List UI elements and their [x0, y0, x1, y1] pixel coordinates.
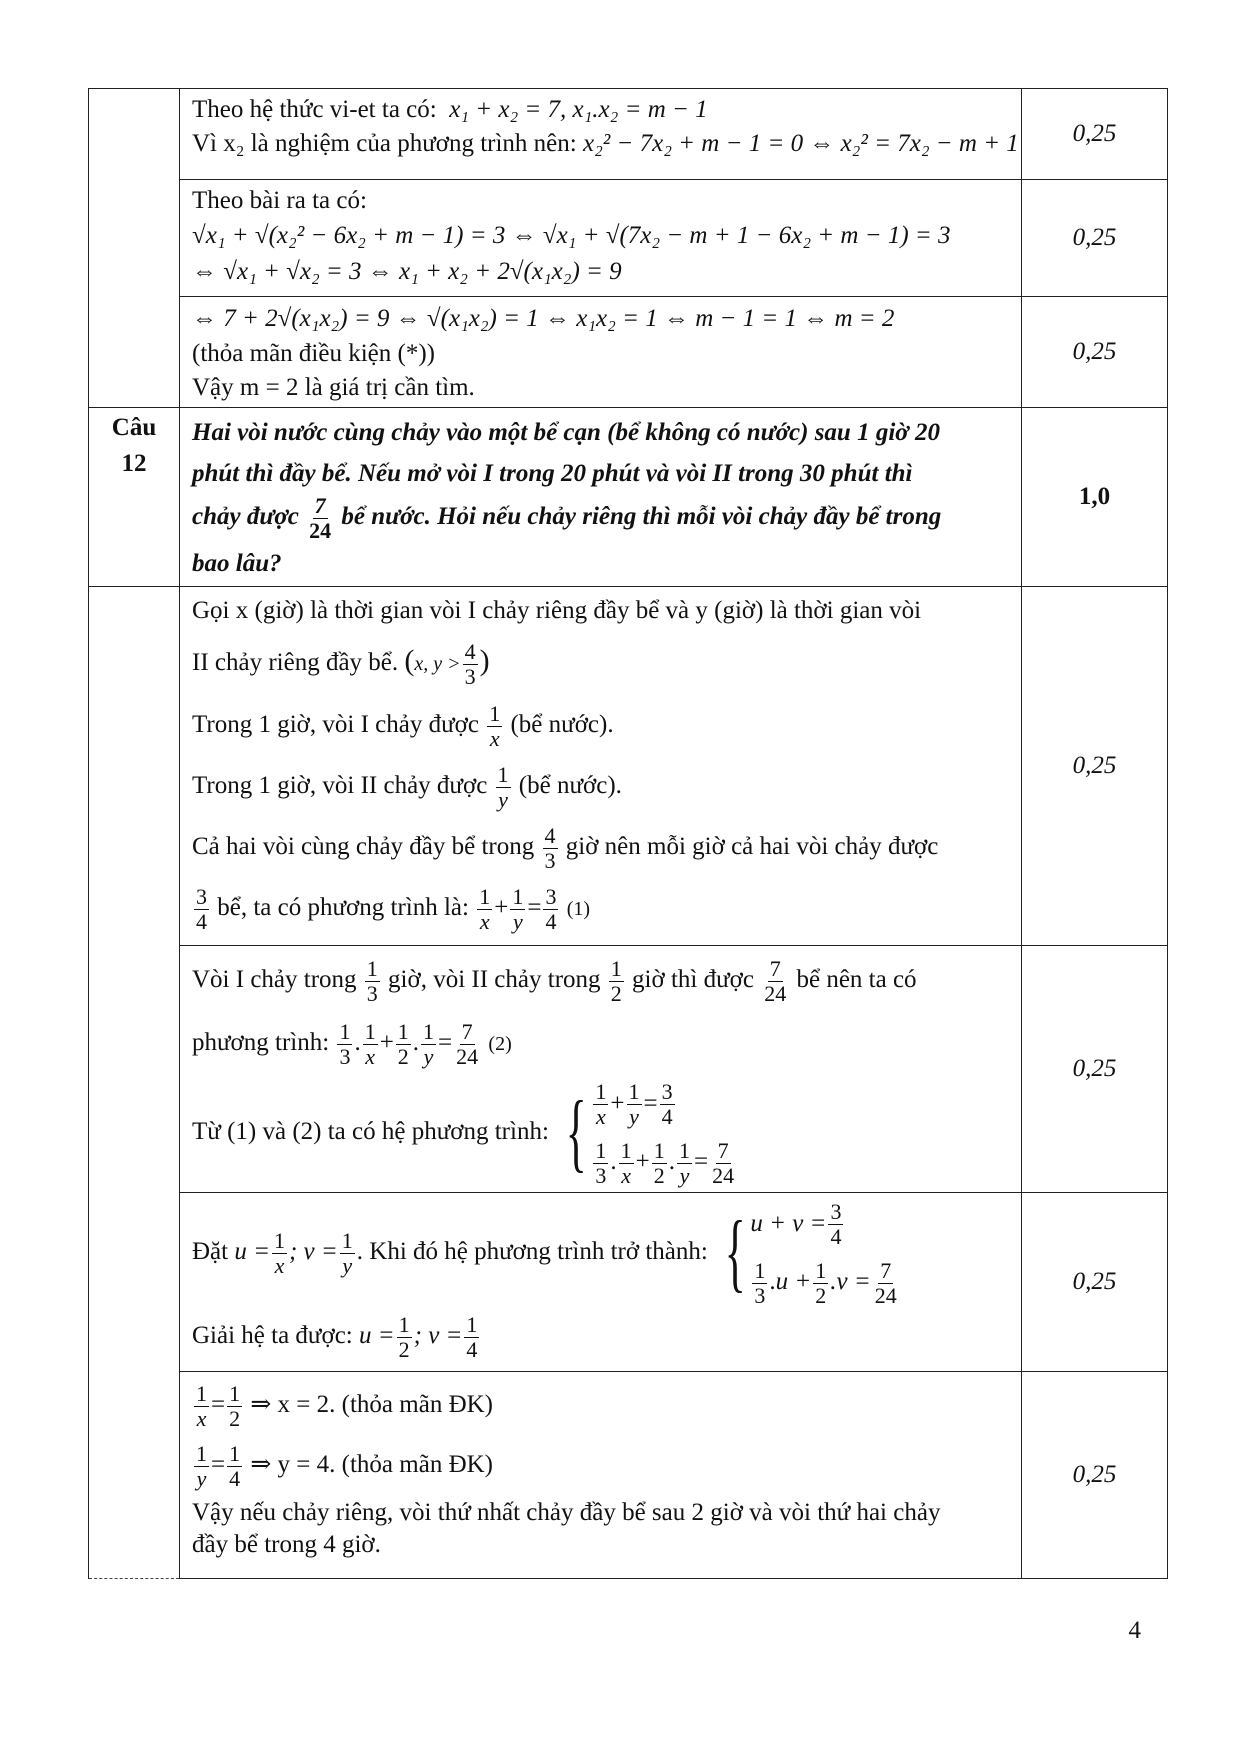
- equation-system: { $\frac{1}{x}$ + $\frac{1}{y}$ = $\frac{3}{4}$ $\frac{1}{3}$ . $\frac{1}{x}$ + $\frac{1}{2}$ . $\frac{1}{y}$ = $\frac{7}{24}$: [565, 1079, 735, 1189]
- fraction-denominator: y: [629, 1104, 639, 1130]
- solution-row-substitution-uv: [89, 1193, 1168, 1372]
- score-cell: [1022, 297, 1168, 408]
- row-text: Đặt: [192, 1238, 229, 1265]
- fraction-denominator: 24: [764, 980, 787, 1006]
- fraction-denominator: 4: [229, 1465, 241, 1491]
- fraction-denominator: 24: [309, 518, 332, 543]
- fraction-numerator: 1: [497, 761, 509, 787]
- fraction-numerator: 3: [196, 883, 207, 909]
- solution-row-system: [89, 946, 1168, 1193]
- score-cell: [1022, 89, 1168, 180]
- fraction: [619, 1139, 634, 1188]
- score-value: 0,25: [1072, 1055, 1117, 1082]
- fraction: [307, 494, 333, 543]
- fraction-numerator: 4: [544, 822, 556, 848]
- fraction-numerator: 7: [717, 1138, 729, 1164]
- fraction: [593, 1139, 608, 1188]
- equation-tag: (1): [566, 898, 591, 920]
- row-text: giờ nên mỗi giờ cả hai vòi chảy được: [565, 833, 939, 860]
- fraction: [454, 1020, 480, 1069]
- fraction: [543, 824, 558, 873]
- fraction-numerator: 1: [364, 1018, 376, 1044]
- fraction: [593, 1080, 608, 1129]
- solution-cell: [180, 1193, 1022, 1372]
- fraction: [337, 1020, 352, 1069]
- fraction-denominator: y: [498, 786, 508, 812]
- fraction-denominator: 2: [610, 980, 622, 1006]
- row-text: giờ thì được: [632, 966, 754, 993]
- fraction: [477, 885, 492, 934]
- question-text: chảy được: [192, 503, 299, 531]
- solution-row-conclusion-m: [89, 297, 1168, 408]
- fraction-numerator: 1: [653, 1138, 665, 1164]
- fraction: [652, 1139, 667, 1188]
- row-text: Từ (1) và (2) ta có hệ phương trình:: [192, 1118, 549, 1145]
- fraction: [272, 1229, 287, 1278]
- fraction-numerator: 1: [595, 1079, 607, 1105]
- score-value: 0,25: [1072, 338, 1117, 365]
- fraction-denominator: 24: [712, 1163, 735, 1189]
- fraction: [340, 1229, 355, 1278]
- fraction: [660, 1080, 675, 1129]
- fraction-numerator: 1: [628, 1079, 640, 1105]
- fraction-denominator: 4: [466, 1336, 478, 1362]
- page-number: 4: [1128, 1617, 1141, 1644]
- fraction-numerator: 3: [545, 883, 557, 909]
- math-expression: .v =: [830, 1268, 871, 1296]
- row-text: Vì x₂ là nghiệm của phương trình nên:: [192, 130, 577, 157]
- fraction-numerator: 1: [815, 1258, 827, 1284]
- math-expression: u + v =: [750, 1209, 827, 1237]
- fraction-denominator: 4: [661, 1104, 673, 1130]
- fraction: [365, 957, 380, 1006]
- fraction-numerator: 7: [769, 955, 781, 981]
- fraction: [762, 957, 788, 1006]
- fraction-numerator: 1: [466, 1311, 478, 1337]
- fraction-denominator: 3: [544, 847, 556, 873]
- fraction: [543, 885, 558, 934]
- math-expression: x₂² − 7x₂ + m − 1 = 0 ⇔ x₂² = 7x₂ − m + 1: [582, 130, 1019, 157]
- score-value: 0,25: [1072, 752, 1117, 779]
- fraction: [677, 1139, 692, 1188]
- row-text: bể nên ta có: [796, 966, 917, 993]
- fraction: [609, 957, 624, 1006]
- brace-icon: {: [724, 1204, 746, 1302]
- fraction: [496, 763, 511, 812]
- row-text: giờ, vòi II chảy trong: [388, 966, 601, 993]
- fraction-numerator: 1: [229, 1380, 241, 1406]
- row-text: ⇒ x = 2. (thỏa mãn ĐK): [250, 1391, 493, 1418]
- fraction-numerator: 1: [679, 1138, 690, 1164]
- fraction-numerator: 7: [880, 1258, 892, 1284]
- question-number-cell-empty: [89, 89, 180, 408]
- fraction: [510, 885, 525, 934]
- score-cell: [1022, 587, 1168, 946]
- row-text: bể, ta có phương trình là:: [217, 894, 469, 921]
- solution-cell: [180, 180, 1022, 297]
- score-cell: [1022, 180, 1168, 297]
- question-number: 12: [121, 450, 147, 477]
- fraction-numerator: 1: [273, 1227, 285, 1253]
- fraction: [396, 1020, 411, 1069]
- row-text: Vòi I chảy trong: [192, 966, 357, 993]
- math-expression: ; v =: [288, 1238, 338, 1265]
- fraction: [813, 1259, 828, 1308]
- row-text: Gọi x (giờ) là thời gian vòi I chảy riêng đầy bể và y (giờ) là thời gian vòi: [192, 597, 922, 624]
- fraction-denominator: 2: [398, 1336, 410, 1362]
- row-text: ⇒ y = 4. (thỏa mãn ĐK): [250, 1451, 493, 1478]
- score-cell: [1022, 1193, 1168, 1372]
- score-cell: [1022, 408, 1168, 587]
- row-text: Trong 1 giờ, vòi II chảy được: [192, 772, 488, 799]
- answer-key-page: [88, 88, 1168, 1579]
- fraction-numerator: 3: [661, 1079, 673, 1105]
- fraction-numerator: 1: [366, 955, 378, 981]
- fraction-denominator: 4: [545, 908, 557, 934]
- solution-cell: $\frac{1}{x}$ = $\frac{1}{2}$ ⇒ x = 2. (thỏa mãn ĐK) $\frac{1}{y}$ = $\frac{1}{4}$ ⇒ y = 4. (thỏa mãn ĐK) Vậy nếu chảy riêng, vòi thứ nhất chảy đầy bể sau 2 giờ và vòi thứ hai chảy đầy bể trong 4 giờ.: [180, 1372, 1022, 1579]
- solution-row-substitution: [89, 180, 1168, 297]
- math-expression: x₁ + x₂ = 7, x₁.x₂ = m − 1: [449, 96, 708, 123]
- fraction-numerator: 1: [196, 1380, 207, 1406]
- row-text: Theo bài ra ta có:: [192, 187, 367, 214]
- score-value: 0,25: [1072, 1268, 1117, 1295]
- fraction-numerator: 7: [461, 1018, 473, 1044]
- fraction: [397, 1313, 412, 1362]
- fraction-denominator: 4: [830, 1224, 842, 1250]
- fraction-numerator: 1: [229, 1440, 241, 1466]
- row-text: (thỏa mãn điều kiện (*)): [192, 340, 435, 367]
- row-text: Theo hệ thức vi-et ta có:: [192, 96, 437, 123]
- fraction-numerator: 1: [196, 1440, 207, 1466]
- fraction-numerator: 1: [398, 1311, 410, 1337]
- fraction: [627, 1080, 642, 1129]
- row-text: Cả hai vòi cùng chảy đầy bể trong: [192, 833, 535, 860]
- fraction-denominator: 2: [229, 1405, 241, 1431]
- math-expression: ⇔ 7 + 2√(x₁x₂) = 9 ⇔ √(x₁x₂) = 1 ⇔ x₁x₂ = 1 ⇔ m − 1 = 1 ⇔ m = 2: [192, 305, 895, 332]
- fraction-numerator: 1: [610, 955, 622, 981]
- math-expression: u +: [775, 1268, 812, 1296]
- fraction-numerator: 1: [620, 1138, 632, 1164]
- fraction-denominator: 24: [874, 1283, 897, 1309]
- fraction: [194, 1382, 209, 1431]
- fraction-denominator: x: [274, 1252, 285, 1278]
- fraction: [752, 1259, 767, 1308]
- fraction-denominator: 24: [456, 1043, 479, 1069]
- row-text: . Khi đó hệ phương trình trở thành:: [356, 1238, 708, 1265]
- math-expression: ⇔ √x₁ + √x₂ = 3 ⇔ x₁ + x₂ + 2√(x₁x₂) = 9: [192, 258, 622, 285]
- fraction: [227, 1382, 242, 1431]
- solution-table: [88, 88, 1168, 1579]
- row-text: (bể nước).: [518, 772, 622, 799]
- fraction-numerator: 1: [595, 1138, 607, 1164]
- question-cell: [180, 408, 1022, 587]
- fraction: [421, 1020, 436, 1069]
- score-value: 1,0: [1078, 483, 1111, 510]
- question-text: phút thì đầy bể. Nếu mở vòi I trong 20 phút và vòi II trong 30 phút thì: [192, 460, 913, 487]
- question-row: [89, 408, 1168, 587]
- score-value: 0,25: [1072, 224, 1117, 251]
- fraction: [194, 885, 209, 934]
- fraction: [710, 1139, 736, 1188]
- fraction-numerator: 1: [397, 1018, 409, 1044]
- row-text: phương trình:: [192, 1029, 330, 1056]
- fraction-denominator: 2: [397, 1043, 409, 1069]
- fraction: [487, 702, 502, 751]
- fraction: [463, 640, 478, 689]
- question-number-cell-empty: [89, 587, 180, 1579]
- fraction-numerator: 4: [464, 638, 476, 664]
- solution-cell: [180, 297, 1022, 408]
- question-text: Hai vòi nước cùng chảy vào một bể cạn (bể không có nước) sau 1 giờ 20: [192, 419, 940, 446]
- score-cell: [1022, 946, 1168, 1193]
- fraction-denominator: 3: [754, 1283, 766, 1309]
- equation-system: { u + v = $\frac{3}{4}$ $\frac{1}{3}$ .u + $\frac{1}{2}$ .v = $\frac{7}{24}$: [724, 1199, 897, 1309]
- fraction-denominator: 4: [196, 908, 207, 934]
- solution-cell: Gọi x (giờ) là thời gian vòi I chảy riêng đầy bể và y (giờ) là thời gian vòi II chảy riêng đầy bể. (x, y > $\frac{4}{3}$ ) Trong 1 giờ, vòi I chảy được $\frac{1}{x}$ (bể nước). Trong 1 giờ, vòi II chảy được $\frac{1}{y}$ (bể nước). Cả hai vòi cùng chảy đầy bể trong $\frac{4}{3}$ giờ nên mỗi giờ cả hai vòi chảy được $\frac{3}{4}$ bể, ta có phương trình là: $\frac{1}{x}$ + $\frac{1}{y}$ = $\frac{3}{4}$ (1): [180, 587, 1022, 946]
- math-expression: u =: [359, 1322, 395, 1350]
- fraction: [194, 1442, 209, 1491]
- fraction-numerator: 1: [339, 1018, 351, 1044]
- score-cell: [1022, 1372, 1168, 1579]
- row-text: Vậy m = 2 là giá trị cần tìm.: [192, 374, 475, 401]
- row-text: Giải hệ ta được:: [192, 1322, 353, 1350]
- question-text: bể nước. Hỏi nếu chảy riêng thì mỗi vòi chảy đầy bể trong: [341, 503, 942, 531]
- row-text: Trong 1 giờ, vòi I chảy được: [192, 711, 479, 738]
- row-text: (bể nước).: [510, 711, 614, 738]
- fraction: [464, 1313, 479, 1362]
- fraction-denominator: 3: [339, 1043, 351, 1069]
- math-expression: √x₁ + √(x₂² − 6x₂ + m − 1) = 3 ⇔ √x₁ + √(7x₂ − m + 1 − 6x₂ + m − 1) = 3: [192, 222, 951, 249]
- fraction-denominator: x: [621, 1163, 632, 1189]
- fraction-numerator: 1: [479, 883, 491, 909]
- fraction-numerator: 1: [512, 883, 524, 909]
- fraction-numerator: 7: [314, 493, 326, 518]
- equation-tag: (2): [488, 1033, 512, 1055]
- fraction-denominator: x: [365, 1043, 376, 1069]
- fraction-denominator: x: [479, 908, 490, 934]
- fraction: [828, 1200, 843, 1249]
- row-text: Vậy nếu chảy riêng, vòi thứ nhất chảy đầy bể sau 2 giờ và vòi thứ hai chảy: [192, 1499, 941, 1526]
- solution-row-setup: [89, 587, 1168, 946]
- fraction-denominator: 3: [366, 980, 378, 1006]
- fraction-denominator: 3: [464, 663, 476, 689]
- fraction-denominator: y: [423, 1043, 434, 1069]
- fraction-numerator: 1: [423, 1018, 435, 1044]
- fraction-numerator: 1: [489, 700, 501, 726]
- math-expression: u =: [234, 1238, 270, 1265]
- condition: x, y >: [414, 653, 461, 675]
- fraction-numerator: 3: [830, 1199, 842, 1225]
- fraction-denominator: x: [196, 1405, 207, 1431]
- row-text: đầy bể trong 4 giờ.: [192, 1531, 381, 1558]
- fraction-numerator: 1: [754, 1258, 766, 1284]
- fraction-denominator: 3: [595, 1163, 607, 1189]
- fraction: [227, 1442, 242, 1491]
- fraction-denominator: y: [342, 1252, 353, 1278]
- fraction-denominator: x: [596, 1104, 606, 1130]
- brace-icon: {: [565, 1084, 587, 1182]
- fraction-denominator: x: [489, 725, 500, 751]
- solution-cell: Vòi I chảy trong $\frac{1}{3}$ giờ, vòi II chảy trong $\frac{1}{2}$ giờ thì được $\frac{7}{24}$ bể nên ta có phương trình: $\frac{1}{3}$ . $\frac{1}{x}$ + $\frac{1}{2}$ . $\frac{1}{y}$ = $\frac{7}{24}$ (2) Từ (1) và (2) ta có hệ phương trình: { $\frac{1}{x}$ + $\frac{1}{y}$ = $\frac{3}{4}$ $\frac{1}{3}$ . $\frac{1}{x}$ + $\frac{1}{2}$ . $\frac{1}{y}$ = $\frac{7}{24}$: [180, 946, 1022, 1193]
- question-number-cell: [89, 408, 180, 587]
- row-text: II chảy riêng đầy bể.: [192, 649, 399, 676]
- fraction-denominator: y: [512, 908, 523, 934]
- fraction-denominator: y: [679, 1163, 690, 1189]
- question-label: Câu: [111, 414, 157, 441]
- fraction: [363, 1020, 378, 1069]
- fraction: [873, 1259, 899, 1308]
- question-text: bao lâu?: [192, 550, 282, 577]
- fraction-numerator: 1: [341, 1227, 353, 1253]
- math-expression: ; v =: [413, 1322, 463, 1350]
- solution-cell: [180, 89, 1022, 180]
- solution-row-vieta: [89, 89, 1168, 180]
- solution-row-final: [89, 1372, 1168, 1579]
- fraction-denominator: 2: [815, 1283, 827, 1309]
- fraction-denominator: 2: [653, 1163, 665, 1189]
- score-value: 0,25: [1072, 1461, 1117, 1488]
- fraction-denominator: y: [196, 1465, 207, 1491]
- score-value: 0,25: [1072, 120, 1117, 147]
